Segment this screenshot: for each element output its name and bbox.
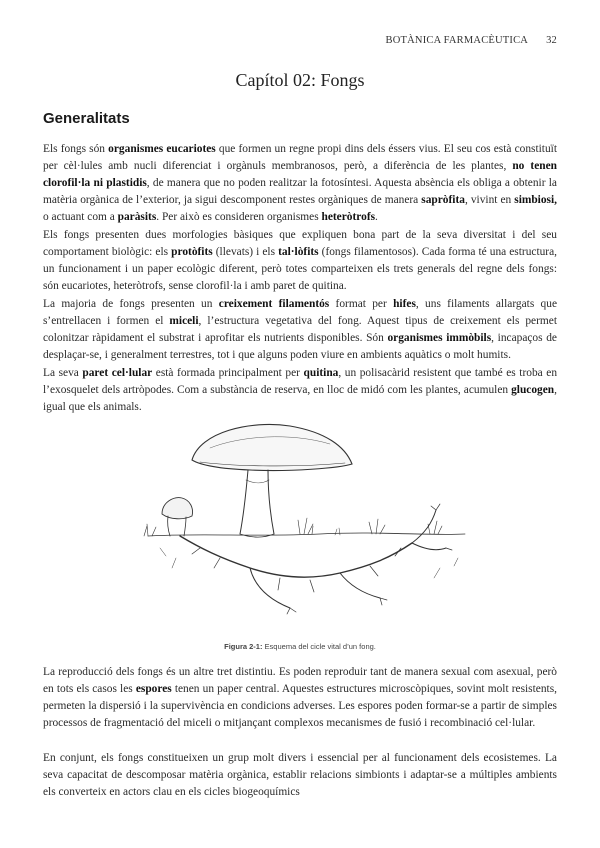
text-run: , incapaços de desplaçar-se, i generalment terrestres, tot i que alguns poden viure en ambients aquàtics o molt humits. [43,332,557,361]
text-run: . [375,211,378,223]
text-run: . Per això es consideren organismes [156,211,322,223]
paragraph-morphologies [43,227,557,295]
bold-term: quitina [303,367,339,379]
paragraph-generalities-1 [43,141,557,226]
text-run: En conjunt, els fongs constitueixen un grup molt divers i essencial per al funcionament dels ecosistemes. La seva capacitat de descomposar matèria orgànica, establir relacions simbionts i adaptar-se a múltiples ambients els converteix en actors clau en els cicles biogeoquímics [43,752,557,798]
text-run: format per [329,298,394,310]
text-run: està formada principalment per [152,367,304,379]
text-run: La seva [43,367,83,379]
paragraph-growth [43,296,557,364]
text-run: (fongs filamentosos). Cada forma té una estructura, un funcionament i un paper ecològic diferent, però totes comparteixen els trets generals del regne dels fongs: són eucariotes, heteròtrofs, sense clorofil·la i amb paret de quitina. [43,246,558,292]
chapter-title: Capítol 02: Fongs [235,70,365,90]
text-run: , vivint en [464,194,515,206]
bold-term: espores [135,683,172,695]
bold-term: creixement filamentós [218,298,330,310]
text-run: , l’estructura vegetativa del fong. Aquest tipus de creixement els permet colonitzar ràpidament el substrat i aprofitar els nutrients disponibles. Són [43,315,557,344]
section-title: Generalitats [43,110,130,127]
bold-term: miceli [169,315,199,327]
text-run: La majoria de fongs presenten un [43,298,219,310]
text-run: que formen un regne propi dins dels éssers vius. El seu cos està constituït per cèl·lules amb nucli diferenciat i orgànuls membranosos, però, a diferència de les plantes, [43,143,557,172]
text-run: (llevats) i els [212,246,279,258]
running-title: BOTÀNICA FARMACÈUTICA [385,35,529,46]
figure-label: Figura 2-1: [224,642,263,651]
paragraph-conclusion [43,750,557,801]
bold-term: paret cel·lular [82,367,153,379]
bold-term: simbiosi, [514,194,557,206]
text-run: , un polisacàrid resistent que també es troba en l’exosquelet dels artròpodes. Com a substància de reserva, en lloc de midó com les plantes, acumulen [43,367,558,396]
figure-caption [0,642,600,651]
text-run: La reproducció dels fongs és un altre tret distintiu. Es poden reproduir tant de manera sexual com asexual, però en tots els casos les [43,666,557,695]
bold-term: no tenen clorofil·la ni plastidis [43,160,557,189]
bold-term: protòfits [171,246,213,258]
text-run: , uns filaments allargats que s’entrellacen i formen el [43,298,558,327]
bold-term: organismes immòbils [387,332,492,344]
bold-term: glucogen [511,384,555,396]
text-run: tenen un paper central. Aquestes estructures microscòpiques, sovint molt resistents, permeten la dispersió i la supervivència en condicions adverses. Les espores poden formar-se a partir de simples processos de fragmentació del miceli o mitjançant complexos mecanismes de fusió i recombinació cel·lular. [43,683,557,729]
bold-term: hifes [393,298,416,310]
bold-term: paràsits [117,211,157,223]
bold-term: organismes eucariotes [108,143,216,155]
text-run: Els fongs presenten dues morfologies bàsiques que expliquen bona part de la seva diversitat i del seu comportament biològic: els [43,229,557,258]
text-run: Els fongs són [43,143,109,155]
bold-term: tal·lòfits [278,246,319,258]
text-run: o actuant com a [43,211,118,223]
paragraph-cell-wall [43,365,557,416]
figure-caption-text: Esquema del cicle vital d’un fong. [262,642,376,651]
text-run: , de manera que no poden realitzar la fotosíntesi. Aquesta absència els obliga a obtenir la matèria orgànica de l’exterior, ja sigui descomponent restes orgàniques de manera [43,177,557,206]
bold-term: sapròfita [421,194,465,206]
paragraph-reproduction [43,664,557,732]
running-head [0,35,557,46]
text-run: , igual que els animals. [43,384,557,413]
page-number: 32 [546,35,557,46]
fungus-life-cycle-illustration [140,418,470,628]
bold-term: heteròtrofs [321,211,376,223]
